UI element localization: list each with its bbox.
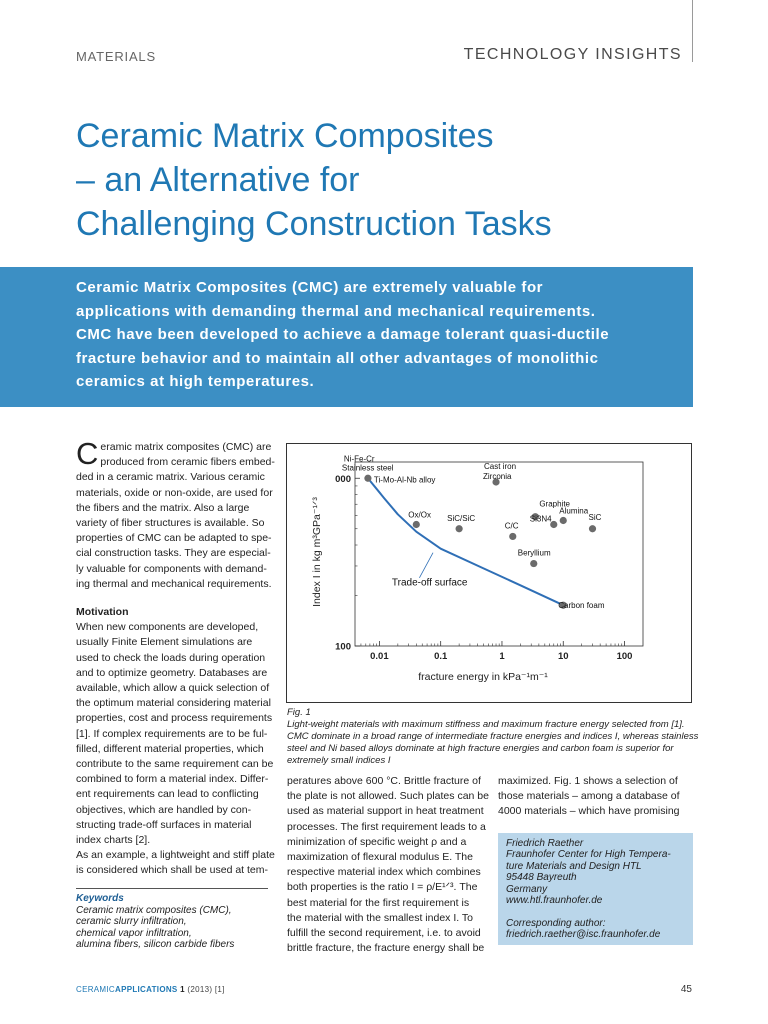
data-point bbox=[364, 475, 371, 482]
caption-line: Light-weight materials with maximum stiffness and maximum fracture energy selected from [1]. bbox=[287, 719, 685, 730]
body-line: fulfill the second requirement, i.e. to avoid bbox=[287, 927, 481, 940]
caption-line: steel and Ni based alloys dominate at high fracture energies and carbon foam is superior for bbox=[287, 743, 674, 754]
caption-line: CMC dominate in a broad range of intermediate fracture energies and indices I, whereas stainless bbox=[287, 731, 699, 742]
page-number: 45 bbox=[680, 984, 692, 995]
body-line: the plate is not allowed. Such plates can be bbox=[287, 790, 489, 803]
body-line: index charts [2]. bbox=[76, 834, 151, 847]
body-line: filled, different material properties, which bbox=[76, 742, 264, 755]
body-line: used to check the loads during operation bbox=[76, 651, 266, 664]
body-line: maximization of flexural modulus E. The bbox=[287, 851, 473, 864]
body-line: usually Finite Element simulations are bbox=[76, 636, 253, 649]
journal-name-ceramic: CERAMIC bbox=[76, 985, 115, 994]
point-label: Cast iron bbox=[484, 461, 517, 471]
lead-line: fracture behavior and to maintain all other advantages of monolithic bbox=[76, 349, 599, 367]
figure-caption bbox=[287, 707, 697, 767]
figure-1 bbox=[286, 443, 692, 703]
body-line: minimization of specific weight ρ and a bbox=[287, 835, 467, 848]
keyword-line: Ceramic matrix composites (CMC), bbox=[76, 904, 232, 916]
column-1 bbox=[76, 436, 276, 879]
figure-label: Fig. 1 bbox=[287, 707, 311, 718]
body-line: structing trade-off surfaces in material bbox=[76, 818, 252, 831]
data-point bbox=[456, 525, 463, 532]
title-line: Challenging Construction Tasks bbox=[76, 205, 552, 243]
drop-cap: C bbox=[76, 436, 99, 471]
point-label: Carbon foam bbox=[558, 601, 605, 611]
author-line: ture Materials and Design HTL bbox=[506, 860, 642, 872]
author-line: 95448 Bayreuth bbox=[506, 872, 577, 884]
body-line: the material with the smallest index I. To bbox=[287, 911, 473, 924]
chart-axes bbox=[335, 462, 643, 662]
y-axis-label: Index I in kg m³GPa⁻¹ᐟ³ bbox=[311, 497, 323, 607]
body-line: ly valuable for components with demand- bbox=[76, 562, 267, 575]
point-label: Stainless steel bbox=[341, 463, 394, 473]
point-label: Beryllium bbox=[517, 548, 551, 558]
body-line: As an example, a lightweight and stiff plate bbox=[76, 849, 275, 862]
y-tick-label: 000 bbox=[335, 473, 351, 485]
lead-line: CMC have been developed to achieve a damage tolerant quasi-ductile bbox=[76, 326, 610, 343]
section-label: MATERIALS bbox=[76, 49, 156, 64]
body-line: those materials – among a database of bbox=[498, 790, 680, 803]
journal-footer bbox=[76, 985, 225, 994]
author-line: Friedrich Raether bbox=[506, 838, 584, 849]
article-title bbox=[76, 114, 716, 246]
x-tick-label: 100 bbox=[616, 651, 633, 662]
point-label: Ti-Mo-Al-Nb alloy bbox=[373, 475, 436, 485]
author-line: Corresponding author: bbox=[506, 917, 606, 929]
caption-line: extremely small indices I bbox=[287, 755, 391, 766]
data-point bbox=[413, 521, 420, 528]
point-label: C/C bbox=[504, 521, 519, 531]
body-line: eramic matrix composites (CMC) are bbox=[100, 441, 272, 453]
body-line: best material for the first requirement is bbox=[287, 896, 470, 909]
keywords-heading: Keywords bbox=[76, 893, 124, 904]
author-line: Fraunhofer Center for High Tempera- bbox=[506, 849, 671, 861]
body-line: respective material index which combines bbox=[287, 866, 481, 879]
column-3 bbox=[498, 774, 693, 820]
body-line: the optimum material considering material bbox=[76, 697, 271, 710]
plot-frame bbox=[355, 462, 643, 646]
tradeoff-pointer bbox=[419, 553, 433, 578]
keyword-line: chemical vapor infiltration, bbox=[76, 927, 192, 939]
data-point bbox=[530, 560, 537, 567]
body-line: properties of CMC can be adapted to spe- bbox=[76, 532, 272, 545]
journal-name-applications: APPLICATIONS bbox=[115, 985, 178, 994]
point-label: Si3N4 bbox=[529, 514, 552, 524]
body-line: ing thermal and mechanical requirements. bbox=[76, 577, 272, 590]
data-point bbox=[560, 517, 567, 524]
body-line: When new components are developed, bbox=[76, 621, 259, 634]
x-tick-label: 10 bbox=[557, 651, 569, 662]
point-label: Ni-Fe-Cr bbox=[343, 454, 375, 464]
x-tick-label: 0.01 bbox=[370, 651, 389, 662]
body-line: is considered which shall be used at tem- bbox=[76, 864, 269, 877]
body-line: properties, cost and process requirements bbox=[76, 712, 273, 725]
point-label: SiC bbox=[588, 512, 602, 522]
header-divider bbox=[692, 0, 693, 62]
y-tick-label: 100 bbox=[335, 641, 351, 653]
body-line: objectives, which are handled by con- bbox=[76, 803, 252, 816]
lead-paragraph bbox=[76, 276, 676, 394]
author-website-link[interactable]: www.htl.fraunhofer.de bbox=[506, 895, 603, 907]
category-label: TECHNOLOGY INSIGHTS bbox=[463, 46, 682, 63]
body-line: cial construction tasks. They are especial- bbox=[76, 547, 271, 560]
point-label: Zirconia bbox=[483, 471, 512, 481]
x-tick-label: 0.1 bbox=[434, 651, 448, 662]
journal-volume: 1 bbox=[180, 985, 185, 994]
lead-line: ceramics at high temperatures. bbox=[76, 373, 315, 390]
body-line: and to optimize geometry. Databases are bbox=[76, 666, 268, 679]
keywords-block bbox=[76, 893, 234, 951]
body-line: brittle fracture, the fracture energy shall be bbox=[287, 942, 485, 955]
lead-line: Ceramic Matrix Composites (CMC) are extremely valuable for bbox=[76, 279, 544, 296]
body-line: 4000 materials – which have promising bbox=[498, 805, 680, 818]
journal-issue: (2013) [1] bbox=[187, 985, 225, 994]
lead-line: applications with demanding thermal and mechanical requirements. bbox=[76, 302, 596, 320]
body-line: materials, oxide or non-oxide, are used for bbox=[76, 486, 273, 499]
body-line: used as material support in heat treatment bbox=[287, 805, 484, 818]
author-line bbox=[506, 906, 671, 917]
keyword-line: alumina fibers, silicon carbide fibers bbox=[76, 939, 235, 950]
point-label: Graphite bbox=[539, 499, 571, 509]
author-email-link[interactable]: friedrich.raether@isc.fraunhofer.de bbox=[506, 929, 661, 941]
body-line: variety of fiber structures is available. So bbox=[76, 517, 265, 530]
body-line: combined to form a material index. Differ- bbox=[76, 773, 269, 786]
body-line: the fibers and the matrix. Also a large bbox=[76, 501, 250, 514]
section-heading-motivation: Motivation bbox=[76, 606, 129, 619]
body-line: produced from ceramic fibers embed- bbox=[100, 456, 275, 469]
body-line: maximized. Fig. 1 shows a selection of bbox=[498, 775, 678, 787]
x-axis-label: fracture energy in kPa⁻¹m⁻¹ bbox=[418, 671, 548, 683]
author-line: Germany bbox=[506, 883, 548, 895]
point-label: Alumina bbox=[559, 506, 589, 516]
point-label: Ox/Ox bbox=[408, 510, 431, 520]
column-2 bbox=[287, 774, 487, 956]
body-line: peratures above 600 °C. Brittle fracture of bbox=[287, 775, 481, 787]
title-line: Ceramic Matrix Composites bbox=[76, 117, 494, 155]
x-tick-label: 1 bbox=[499, 651, 505, 662]
body-line: processes. The first requirement leads to a bbox=[287, 820, 486, 833]
data-point bbox=[509, 533, 516, 540]
body-line: both properties is the ratio I = ρ/E¹ᐟ³. The bbox=[287, 881, 478, 894]
body-line: contribute to the same requirement can be bbox=[76, 758, 274, 771]
tradeoff-label: Trade-off surface bbox=[391, 577, 468, 589]
point-label: SiC/SiC bbox=[447, 513, 476, 523]
title-line: – an Alternative for bbox=[76, 161, 360, 199]
author-info bbox=[506, 838, 671, 941]
body-line: [1]. If complex requirements are to be ful- bbox=[76, 727, 268, 740]
body-line: ded in a ceramic matrix. Various ceramic bbox=[76, 471, 265, 484]
body-line: ent requirements can lead to conflicting bbox=[76, 788, 259, 801]
keywords-divider bbox=[76, 888, 268, 889]
index-chart bbox=[287, 444, 691, 702]
keyword-line: ceramic slurry infiltration, bbox=[76, 916, 187, 927]
data-point bbox=[589, 525, 596, 532]
body-line: available, which allow a quick selection of bbox=[76, 682, 270, 695]
